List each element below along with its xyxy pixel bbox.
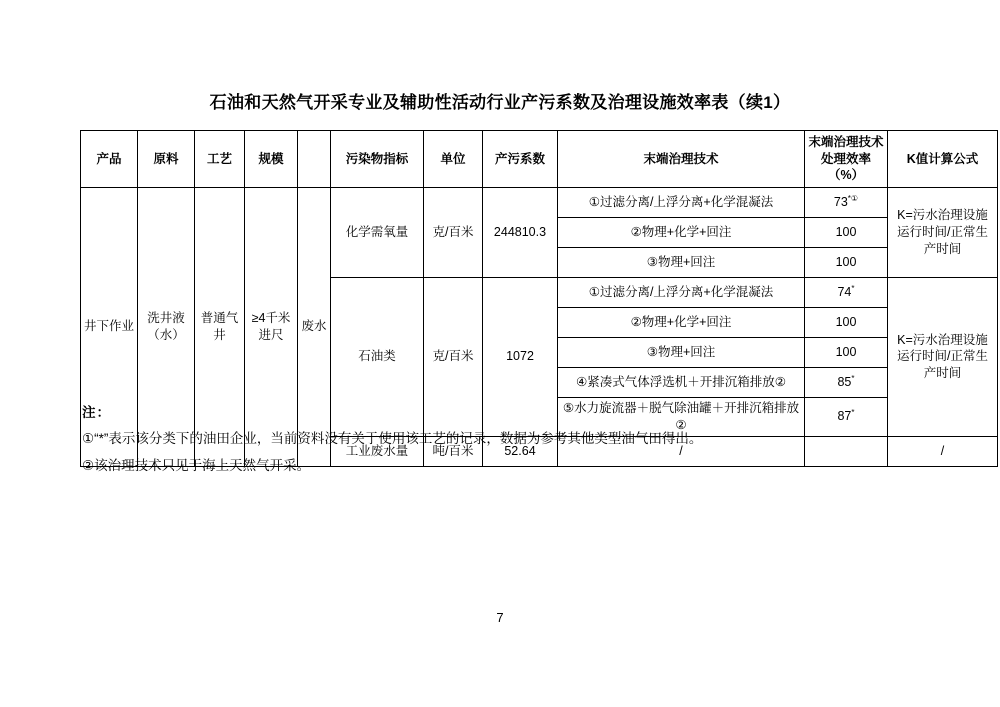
efficiency-value: 100 xyxy=(835,345,857,360)
cell-efficiency xyxy=(805,278,888,308)
cell-efficiency xyxy=(805,248,888,278)
cell-k-formula: K=污水治理设施运行时间/正常生产时间 xyxy=(888,188,998,278)
cell-treatment-tech: ①过滤分离/上浮分离+化学混凝法 xyxy=(558,278,805,308)
cell-coefficient: 1072 xyxy=(483,278,558,437)
efficiency-footnote-marker: * xyxy=(851,373,855,383)
cell-efficiency xyxy=(805,338,888,368)
cell-material: 洗井液（水） xyxy=(138,188,195,467)
cell-pollutant-group: 废水 xyxy=(298,188,331,467)
cell-unit: 吨/百米 xyxy=(424,436,483,466)
col-header-unit: 单位 xyxy=(424,131,483,188)
cell-process: 普通气井 xyxy=(195,188,245,467)
cell-treatment-tech: ②物理+化学+回注 xyxy=(558,218,805,248)
cell-scale: ≥4千米进尺 xyxy=(245,188,298,467)
efficiency-value: 100 xyxy=(835,225,857,240)
col-header-pollutant-group xyxy=(298,131,331,188)
table-row xyxy=(81,188,998,218)
cell-indicator: 化学需氧量 xyxy=(331,188,424,278)
cell-treatment-tech: ④紧凑式气体浮选机＋开排沉箱排放② xyxy=(558,368,805,398)
cell-treatment-tech: ②物理+化学+回注 xyxy=(558,308,805,338)
col-header-treatment-tech: 末端治理技术 xyxy=(558,131,805,188)
efficiency-footnote-marker: * xyxy=(851,408,855,418)
efficiency-footnote-marker: * xyxy=(851,283,855,293)
efficiency-value: 100 xyxy=(835,315,857,330)
cell-unit: 克/百米 xyxy=(424,278,483,437)
table-header xyxy=(81,131,998,188)
cell-efficiency xyxy=(805,308,888,338)
note-item-2: ②该治理技术只见于海上天然气开采。 xyxy=(82,457,311,473)
cell-unit: 克/百米 xyxy=(424,188,483,278)
table-header-row xyxy=(81,131,998,188)
col-header-k-formula: K值计算公式 xyxy=(888,131,998,188)
col-header-process: 工艺 xyxy=(195,131,245,188)
cell-efficiency xyxy=(805,188,888,218)
cell-efficiency xyxy=(805,368,888,398)
col-header-product: 产品 xyxy=(81,131,138,188)
efficiency-value: 74 xyxy=(837,285,852,300)
col-header-scale: 规模 xyxy=(245,131,298,188)
page-number: 7 xyxy=(496,610,504,625)
efficiency-value: 100 xyxy=(835,255,857,270)
efficiency-value: 87 xyxy=(837,409,852,424)
cell-coefficient: 52.64 xyxy=(483,436,558,466)
col-header-efficiency: 末端治理技术处理效率（%） xyxy=(805,131,888,188)
cell-treatment-tech: ③物理+回注 xyxy=(558,338,805,368)
col-header-coefficient: 产污系数 xyxy=(483,131,558,188)
cell-treatment-tech: ⑤水力旋流器＋脱气除油罐＋开排沉箱排放② xyxy=(558,398,805,437)
cell-efficiency xyxy=(805,218,888,248)
cell-treatment-tech: / xyxy=(558,436,805,466)
cell-indicator: 石油类 xyxy=(331,278,424,437)
page-title: 石油和天然气开采专业及辅助性活动行业产污系数及治理设施效率表（续1） xyxy=(209,93,791,112)
cell-k-formula: / xyxy=(888,436,998,466)
notes-section xyxy=(82,400,942,479)
cell-treatment-tech: ①过滤分离/上浮分离+化学混凝法 xyxy=(558,188,805,218)
cell-treatment-tech: ③物理+回注 xyxy=(558,248,805,278)
efficiency-value: 85 xyxy=(837,375,852,390)
note-item-1: ①“*”表示该分类下的油田企业，当前资料没有关于使用该工艺的记录，数据为参考其他类型油气田得出。 xyxy=(82,431,703,447)
cell-product: 井下作业 xyxy=(81,188,138,467)
notes-heading: 注： xyxy=(82,405,111,420)
efficiency-footnote-marker: *① xyxy=(847,193,859,203)
efficiency-value: 73 xyxy=(833,195,848,210)
col-header-pollutant-indicator: 污染物指标 xyxy=(331,131,424,188)
cell-coefficient: 244810.3 xyxy=(483,188,558,278)
cell-indicator: 工业废水量 xyxy=(331,436,424,466)
cell-k-formula: K=污水治理设施运行时间/正常生产时间 xyxy=(888,278,998,437)
col-header-material: 原料 xyxy=(138,131,195,188)
